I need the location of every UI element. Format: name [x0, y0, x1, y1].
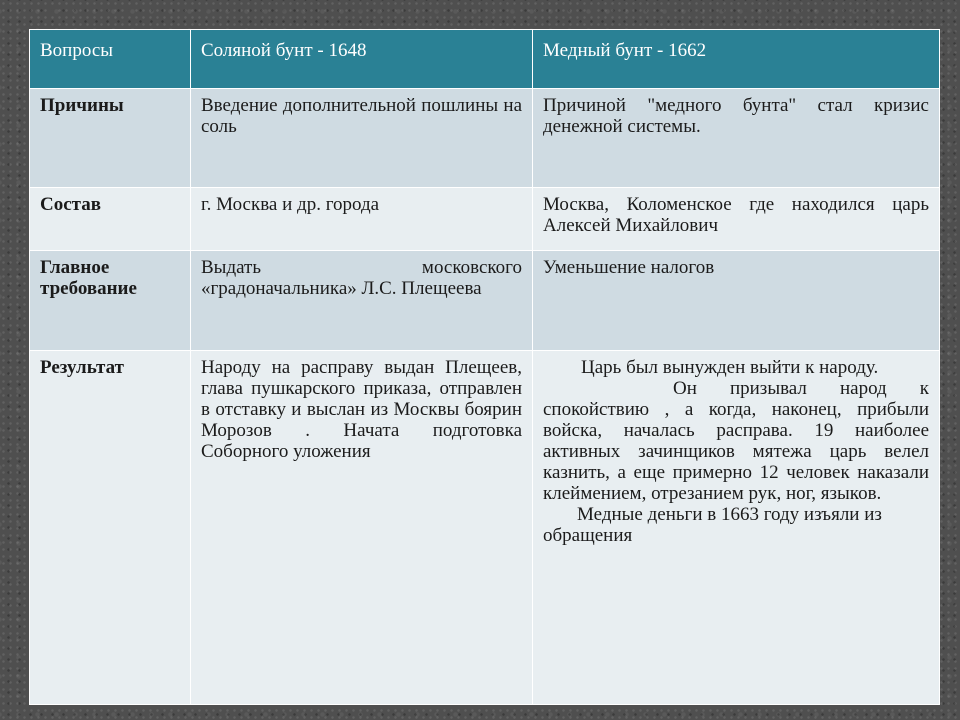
cell-copper-composition: Москва, Коломенское где находился царь Алексей Михайлович [533, 188, 940, 251]
table-header-row [30, 30, 940, 89]
table-row-demand [30, 251, 940, 351]
row-label-result: Результат [30, 351, 191, 705]
row-label-causes: Причины [30, 89, 191, 188]
header-copper-riot: Медный бунт - 1662 [533, 30, 940, 89]
table-row-composition [30, 188, 940, 251]
copper-result-paragraph: Он призывал народ к спокойствию , а когда, наконец, прибыли войска, началась расправа. 19 наиболее активных зачинщиков мятежа царь велел казнить, а еще примерно 12 человек наказали клеймением, отрезанием рук, ног, языков. [543, 378, 929, 504]
table-row-causes [30, 89, 940, 188]
cell-copper-demand: Уменьшение налогов [533, 251, 940, 351]
table-row-result [30, 351, 940, 705]
row-label-demand: Главное требование [30, 251, 191, 351]
row-label-composition: Состав [30, 188, 191, 251]
comparison-table [29, 29, 940, 705]
cell-salt-result: Народу на расправу выдан Плещеев, глава пушкарского приказа, отправлен в отставку и выслан из Москвы боярин Морозов . Начата подготовка Соборного уложения [191, 351, 533, 705]
copper-result-paragraph: Медные деньги в 1663 году изъяли из обращения [543, 504, 882, 546]
header-questions: Вопросы [30, 30, 191, 89]
copper-result-paragraph: Царь был вынужден выйти к народу. [581, 357, 879, 378]
header-salt-riot: Соляной бунт - 1648 [191, 30, 533, 89]
cell-salt-composition: г. Москва и др. города [191, 188, 533, 251]
cell-copper-result [533, 351, 940, 705]
cell-copper-causes: Причиной "медного бунта" стал кризис денежной системы. [533, 89, 940, 188]
cell-salt-causes: Введение дополнительной пошлины на соль [191, 89, 533, 188]
cell-salt-demand: Выдать московского «градоначальника» Л.С. Плещеева [191, 251, 533, 351]
